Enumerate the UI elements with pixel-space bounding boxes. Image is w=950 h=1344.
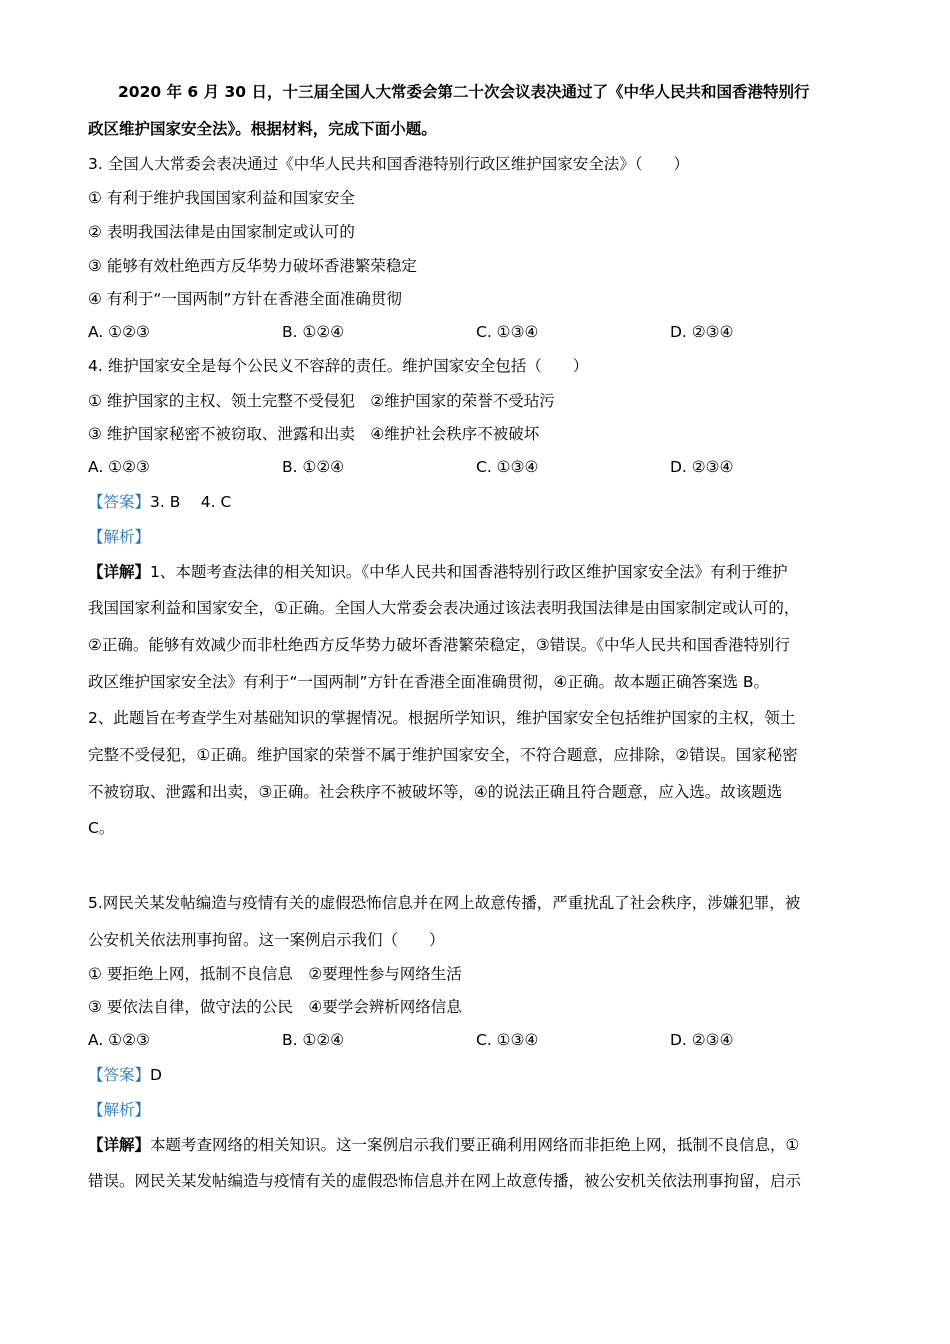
detail-tag-2: 【详解】: [88, 1136, 151, 1154]
answer-line-1: [88, 492, 231, 512]
question-5-option-c: C. ①③④: [476, 1031, 539, 1049]
question-5-option-b: B. ①②④: [282, 1031, 345, 1049]
question-5-item-2: ③ 要依法自律，做守法的公民 ④要学会辨析网络信息: [88, 998, 462, 1016]
question-4-stem: 4. 维护国家安全是每个公民义不容辞的责任。维护国家安全包括（ ）: [88, 357, 589, 375]
detail-1-line-1: [88, 562, 788, 582]
detail-2-line-1: [88, 1135, 799, 1155]
question-4-option-c: C. ①③④: [476, 458, 539, 476]
detail-1-line-8: C。: [88, 819, 115, 837]
question-5-item-1: ① 要拒绝上网，抵制不良信息 ②要理性参与网络生活: [88, 965, 462, 983]
detail-2-text-1: 本题考查网络的相关知识。这一案例启示我们要正确利用网络而非拒绝上网，抵制不良信息，①: [150, 1136, 800, 1154]
detail-1-line-5: 2、此题旨在考查学生对基础知识的掌握情况。根据所学知识，维护国家安全包括维护国家的主权，领土: [88, 709, 796, 727]
question-4-option-d: D. ②③④: [670, 458, 734, 476]
question-5-stem-2: 公安机关依法刑事拘留。这一案例启示我们（ ）: [88, 931, 445, 949]
answer-tag-2: 【答案】: [88, 1066, 151, 1084]
detail-1-line-3: ②正确。能够有效减少而非杜绝西方反华势力破坏香港繁荣稳定，③错误。《中华人民共和国香港特别行: [88, 636, 791, 654]
answer-line-2: [88, 1065, 162, 1085]
answer-tag: 【答案】: [88, 493, 151, 511]
question-3-stem: 3. 全国人大常委会表决通过《中华人民共和国香港特别行政区维护国家安全法》（ ）: [88, 155, 689, 173]
detail-1-line-7: 不被窃取、泄露和出卖，③正确。社会秩序不被破坏等，④的说法正确且符合题意，应入选。故该题选: [88, 783, 783, 801]
question-4-item-1: ① 维护国家的主权、领土完整不受侵犯 ②维护国家的荣誉不受玷污: [88, 392, 555, 410]
question-3-item-1: ① 有利于维护我国国家利益和国家安全: [88, 189, 355, 207]
question-4-item-2: ③ 维护国家秘密不被窃取、泄露和出卖 ④维护社会秩序不被破坏: [88, 425, 540, 443]
detail-2-line-2: 错误。网民关某发帖编造与疫情有关的虚假恐怖信息并在网上故意传播，被公安机关依法刑事拘留，启示: [88, 1172, 802, 1190]
intro-line-2: 政区维护国家安全法》。根据材料，完成下面小题。: [88, 120, 437, 138]
analysis-tag-1: 【解析】: [88, 528, 151, 546]
detail-1-line-2: 我国国家利益和国家安全，①正确。全国人大常委会表决通过该法表明我国法律是由国家制定或认可的，: [88, 599, 800, 617]
question-3-option-b: B. ①②④: [282, 323, 345, 341]
question-3-item-4: ④ 有利于“一国两制”方针在香港全面准确贯彻: [88, 290, 402, 308]
question-3-option-d: D. ②③④: [670, 323, 734, 341]
question-3-option-a: A. ①②③: [88, 323, 150, 341]
question-4-option-b: B. ①②④: [282, 458, 345, 476]
answer-text-2: D: [150, 1066, 162, 1084]
question-3-item-3: ③ 能够有效杜绝西方反华势力破坏香港繁荣稳定: [88, 257, 417, 275]
intro-line-1: 2020 年 6 月 30 日，十三届全国人大常委会第二十次会议表决通过了《中华人民共和国香港特别行: [118, 83, 810, 101]
question-5-option-d: D. ②③④: [670, 1031, 734, 1049]
question-5-stem-1: 5.网民关某发帖编造与疫情有关的虚假恐怖信息并在网上故意传播，严重扰乱了社会秩序，涉嫌犯罪，被: [88, 894, 801, 912]
question-3-item-2: ② 表明我国法律是由国家制定或认可的: [88, 223, 355, 241]
detail-1-text-1: 1、本题考查法律的相关知识。《中华人民共和国香港特别行政区维护国家安全法》有利于维护: [150, 563, 788, 581]
analysis-tag-2: 【解析】: [88, 1101, 151, 1119]
detail-tag: 【详解】: [88, 563, 151, 581]
question-4-option-a: A. ①②③: [88, 458, 150, 476]
detail-1-line-4: 政区维护国家安全法》有利于“一国两制”方针在香港全面准确贯彻，④正确。故本题正确答案选 B。: [88, 673, 770, 691]
detail-1-line-6: 完整不受侵犯，①正确。维护国家的荣誉不属于维护国家安全，不符合题意，应排除，②错误。国家秘密: [88, 746, 798, 764]
answer-text: 3. B 4. C: [150, 493, 232, 511]
question-3-option-c: C. ①③④: [476, 323, 539, 341]
question-5-option-a: A. ①②③: [88, 1031, 150, 1049]
